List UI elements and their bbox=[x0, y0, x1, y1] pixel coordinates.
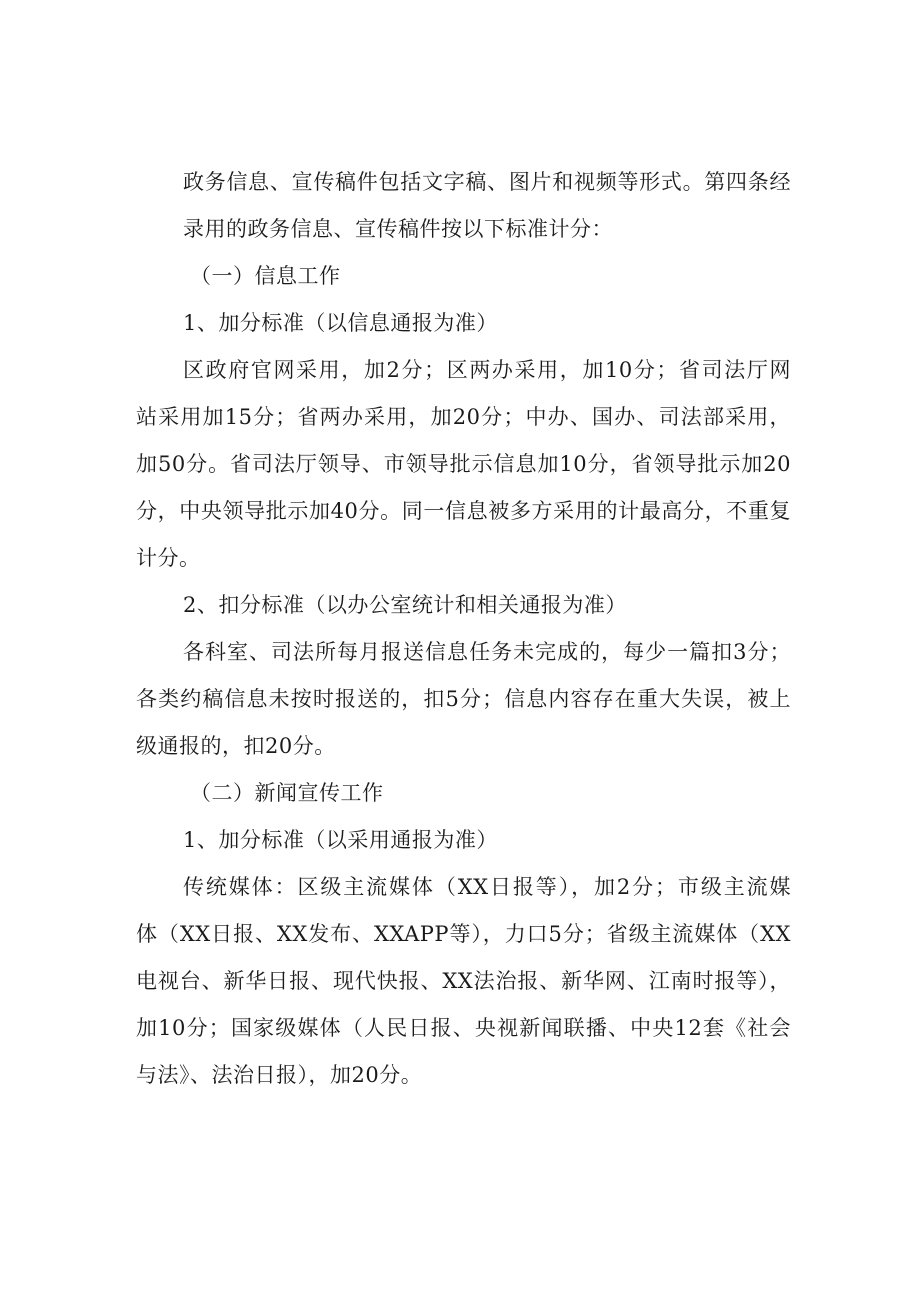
paragraph-line: 区政府官网采用，加2分；区两办采用，加10分；省司法厅网 bbox=[183, 358, 791, 382]
subsection-heading: 1、加分标准（以信息通报为准） bbox=[183, 311, 498, 335]
paragraph-line: 传统媒体：区级主流媒体（XX日报等），加2分；市级主流媒 bbox=[183, 875, 791, 899]
paragraph-line: 电视台、新华日报、现代快报、XX法治报、新华网、江南时报等）， bbox=[136, 969, 791, 993]
paragraph-line: 级通报的，扣20分。 bbox=[136, 734, 336, 758]
paragraph-line: 站采用加15分；省两办采用，加20分；中办、国办、司法部采用， bbox=[136, 405, 791, 429]
section-heading: （二）新闻宣传工作 bbox=[190, 781, 384, 805]
paragraph-line: 分，中央领导批示加40分。同一信息被多方采用的计最高分，不重复 bbox=[136, 499, 791, 523]
paragraph-line: 录用的政务信息、宣传稿件按以下标准计分： bbox=[183, 217, 613, 241]
subsection-heading: 1、加分标准（以采用通报为准） bbox=[183, 828, 498, 852]
section-heading: （一）信息工作 bbox=[190, 264, 341, 288]
paragraph-line: 加50分。省司法厅领导、市领导批示信息加10分，省领导批示加20 bbox=[136, 452, 791, 476]
paragraph-line: 各科室、司法所每月报送信息任务未完成的，每少一篇扣3分； bbox=[183, 640, 791, 664]
paragraph-line: 体（XX日报、XX发布、XXAPP等），力口5分；省级主流媒体（XX bbox=[136, 922, 791, 946]
paragraph-line: 政务信息、宣传稿件包括文字稿、图片和视频等形式。第四条经 bbox=[183, 170, 791, 194]
subsection-heading: 2、扣分标准（以办公室统计和相关通报为准） bbox=[183, 593, 627, 617]
paragraph-line: 计分。 bbox=[136, 546, 201, 570]
paragraph-line: 加10分；国家级媒体（人民日报、央视新闻联播、中央12套《社会 bbox=[136, 1016, 791, 1040]
paragraph-line: 与法》、法治日报），加20分。 bbox=[136, 1063, 423, 1087]
paragraph-line: 各类约稿信息未按时报送的，扣5分；信息内容存在重大失误，被上 bbox=[136, 687, 791, 711]
